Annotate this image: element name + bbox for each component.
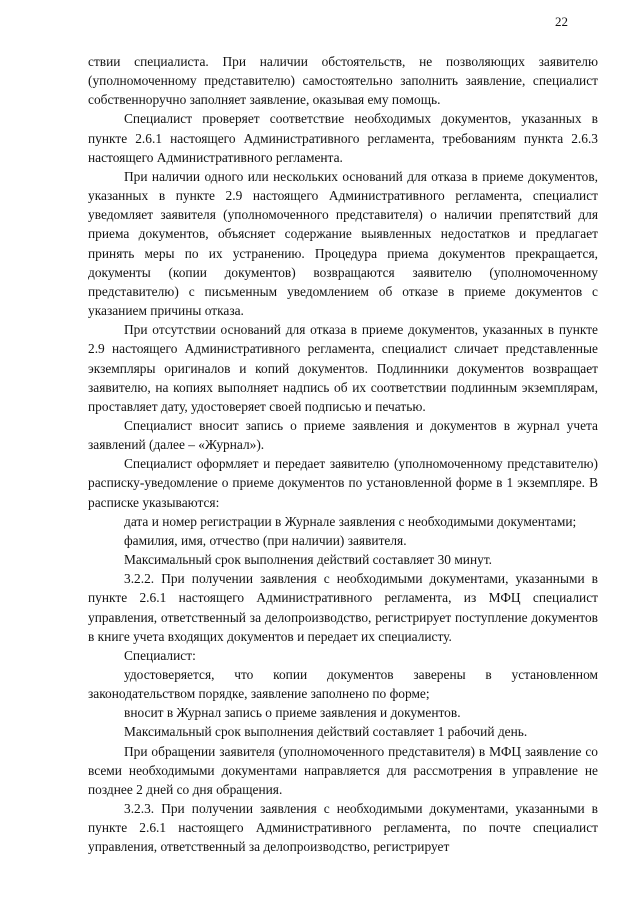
page-number: 22 [555,14,568,29]
paragraph-refusal-grounds: При наличии одного или нескольких оснований для отказа в приеме документов, указанных в пункте 2.9 настоящего Административного регламента, специалист уведомляет заявителя (уполномоченного представителя) о наличии препятствий для приема документов, объясняет содержание выявленных недостатков и предлагает принять меры по их устранению. Процедура приема документов прекращается, документы (копии документов) возвращаются заявителю (уполномоченному представителю) с письменным уведомлением об отказе в приеме документов с указанием причины отказа. [88,168,598,319]
document-body [88,52,598,857]
paragraph-document-check: Специалист проверяет соответствие необходимых документов, указанных в пункте 2.6.1 настоящего Административного регламента, требованиям пункта 2.6.3 настоящего Административного регламента. [88,111,598,165]
paragraph-mfc-transfer: При обращении заявителя (уполномоченного представителя) в МФЦ заявление со всеми необходимыми документами направляется для рассмотрения в управление не позднее 2 дней со дня обращения. [88,743,598,797]
paragraph-receipt-item-name: фамилия, имя, отчество (при наличии) заявителя. [124,532,407,548]
paragraph-receipt-item-date: дата и номер регистрации в Журнале заявления с необходимыми документами; [124,513,577,529]
paragraph-no-refusal-grounds: При отсутствии оснований для отказа в приеме документов, указанных в пункте 2.9 настоящего Административного регламента, специалист сличает представленные экземпляры оригиналов и копий документов. Подлинники документов возвращает заявителю, на копиях выполняет надпись об их соответствии подлинным экземплярам, проставляет дату, удостоверяет своей подписью и печатью. [88,322,598,414]
paragraph-3-2-2: 3.2.2. При получении заявления с необходимыми документами, указанными в пункте 2.6.1 настоящего Административного регламента, из МФЦ специалист управления, ответственный за делопроизводство, регистрирует поступление документов в книге учета входящих документов и передает их специалисту. [88,571,598,644]
paragraph-3-2-3: 3.2.3. При получении заявления с необходимыми документами, указанными в пункте 2.6.1 настоящего Административного регламента, по почте специалист управления, ответственный за делопроизводство, регистрирует [88,801,598,855]
paragraph-receipt: Специалист оформляет и передает заявителю (уполномоченному представителю) расписку-уведомление о приеме документов по установленной форме в 1 экземпляре. В расписке указываются: [88,456,598,510]
paragraph-max-time-30: Максимальный срок выполнения действий составляет 30 минут. [124,552,493,568]
paragraph-enters-journal: вносит в Журнал запись о приеме заявления и документов. [124,705,461,721]
paragraph-journal-entry: Специалист вносит запись о приеме заявления и документов в журнал учета заявлений (далее – «Журнал»). [88,417,598,453]
paragraph-continuation: ствии специалиста. При наличии обстоятельств, не позволяющих заявителю (уполномоченному представителю) самостоятельно заполнить заявление, специалист собственноручно заполняет заявление, оказывая ему помощь. [88,54,598,108]
paragraph-certifies: удостоверяется, что копии документов заверены в установленном законодательством порядке, заявление заполнено по форме; [88,667,598,702]
paragraph-max-time-1-day: Максимальный срок выполнения действий составляет 1 рабочий день. [124,724,528,740]
paragraph-specialist: Специалист: [124,647,196,663]
